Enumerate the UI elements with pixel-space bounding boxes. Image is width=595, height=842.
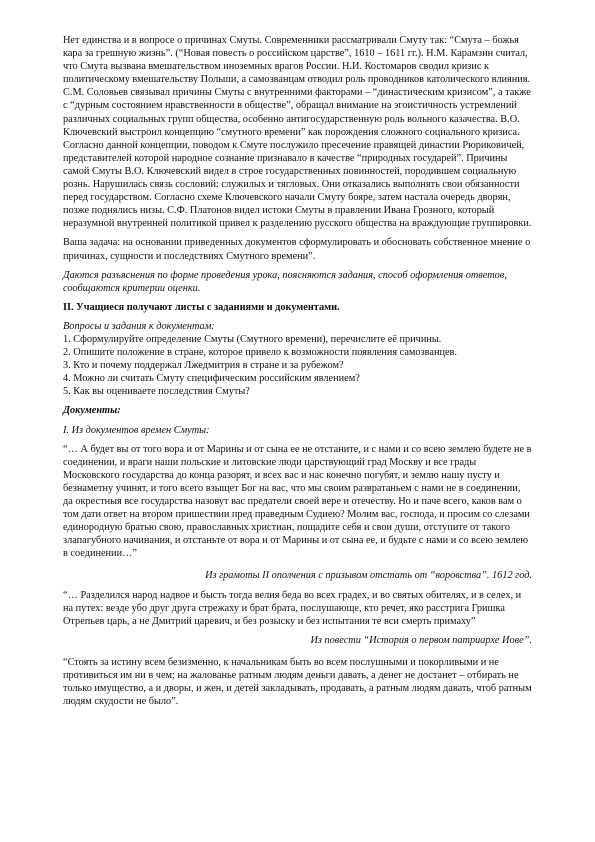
question-item: 4. Можно ли считать Смуту специфическим российским явлением? (63, 373, 360, 385)
instructions-note: Даются разъяснения по форме проведения урока, поясняются задания, способ оформления ответов, сообщаются критерии оценки. (63, 269, 507, 294)
documents-heading: Документы: (63, 405, 121, 417)
question-item: 1. Сформулируйте определение Смуты (Смутного времени), перечислите её причины. (63, 333, 442, 345)
intro-paragraph: Нет единства и в вопросе о причинах Смуты. Современники рассматривали Смуту так: “Смута – божья кара за грешную жизнь”. (“Новая повесть о российском царстве”, 1610 – 1611 гг.). Н.М. Карамзин считал, что Смута вызвана вмешательством иноземных врагов России. Н.И. Костомаров сводил кризис к политическому вмешательству Польши, а самозванцам отводил роль проводников католического влияния. С.М. Соловьев связывал причины Смуты с внутренними факторами – “династическим кризисом”, а также с “дурным состоянием нравственности в обществе”, обращал внимание на эгоистичность устремлений различных социальных групп общества, особенно антигосударственную роль вольного казачества. В.О. Ключевский выстроил концепцию “смутного времени” как порождения сложного социального кризиса. Согласно данной концепции, поводом к Смуте послужило пресечение правящей династии Рюриковичей, представителей которой народное сознание признавало в качестве “природных государей”. Причины самой Смуты В.О. Ключевский видел в строе государственных повинностей, породившем социальную рознь. Нарушилась связь сословий: служилых и тягловых. Они отказались выполнять свои обязанности перед государством. Согласно схеме Ключевского начали Смуту бояре, затем настала очередь дворян, позже поднялись низы. С.Ф. Платонов видел истоки Смуты в правлении Ивана Грозного, который неразумной внутренней политикой привел к разделению русского общества на враждующие группировки. (63, 35, 532, 230)
section-heading: II. Учащиеся получают листы с заданиями и документами. (63, 301, 340, 313)
task-paragraph: Ваша задача: на основании приведенных документов сформулировать и обосновать собственное мнение о причинах, сущности и последствиях Смутного времени”. (63, 237, 531, 262)
question-item: 5. Как вы оцениваете последствия Смуты? (63, 386, 250, 398)
document-quote-2: “… Разделился народ надвое и бысть тогда велия беда во всех градех, и во святых обителях, и в селех, и на путех: везде убо друг друга стрежаху и брат брата, послушающе, кто речет, яко расстрига Гришка Отрепьев царь, а не Дмитрий царевич, и без розыску и без испытания те вси смерть примаху” (63, 589, 522, 627)
question-item: 3. Кто и почему поддержал Лжедмитрия в стране и за рубежом? (63, 360, 344, 372)
document-quote-1: “… А будет вы от того вора и от Марины и от сына ее не отстаните, и с нами и со всею землею будете не в соединении, и враги наши польские и литовские люди царствующий град Москву и все грады Московского государства до конца разорят, и всех вас и нас конечно погубят, и землю нашу пусту и безнаметну учинят, и того всего взыщет Бог на вас, что мы своим развратаньем с нами не в соединении, да окрестныя все государства назовут вас предатели своей вере и отечеству. Но и паче всего, каков вам о том дати ответ на втором пришествии пред праведным Судиею? Молим вас, господа, и просим со слезами единородную братью свою, православных христиан, пощадите себя и свои души, отступите от такого злапагубного начинания, и отстаньте от вора и от Марины и от сына ее, и будьте с нами и со всею землею в соединении…” (63, 443, 532, 560)
questions-heading: Вопросы и задания к документам: (63, 320, 215, 332)
document-source-2: Из повести “История о первом патриархе Иове”. (310, 634, 532, 646)
document-source-1: Из грамоты II ополчения с призывом отстать от “воровства”. 1612 год. (205, 570, 532, 582)
documents-subheading: I. Из документов времен Смуты: (63, 424, 210, 436)
document-quote-3: “Стоять за истину всем безизменно, к начальникам быть во всем послушными и покорливыми и не противиться им ни в чем; на жалованье ратным людям деньги давать, а денег не достанет – отбирать не только имущество, а и дворы, и жен, и детей закладывать, продавать, а ратным людям давать, чтоб ратным людям скудости не было”. (63, 656, 532, 708)
question-item: 2. Опишите положение в стране, которое привело к возможности появления самозванцев. (63, 347, 457, 359)
questions-list (63, 333, 532, 398)
